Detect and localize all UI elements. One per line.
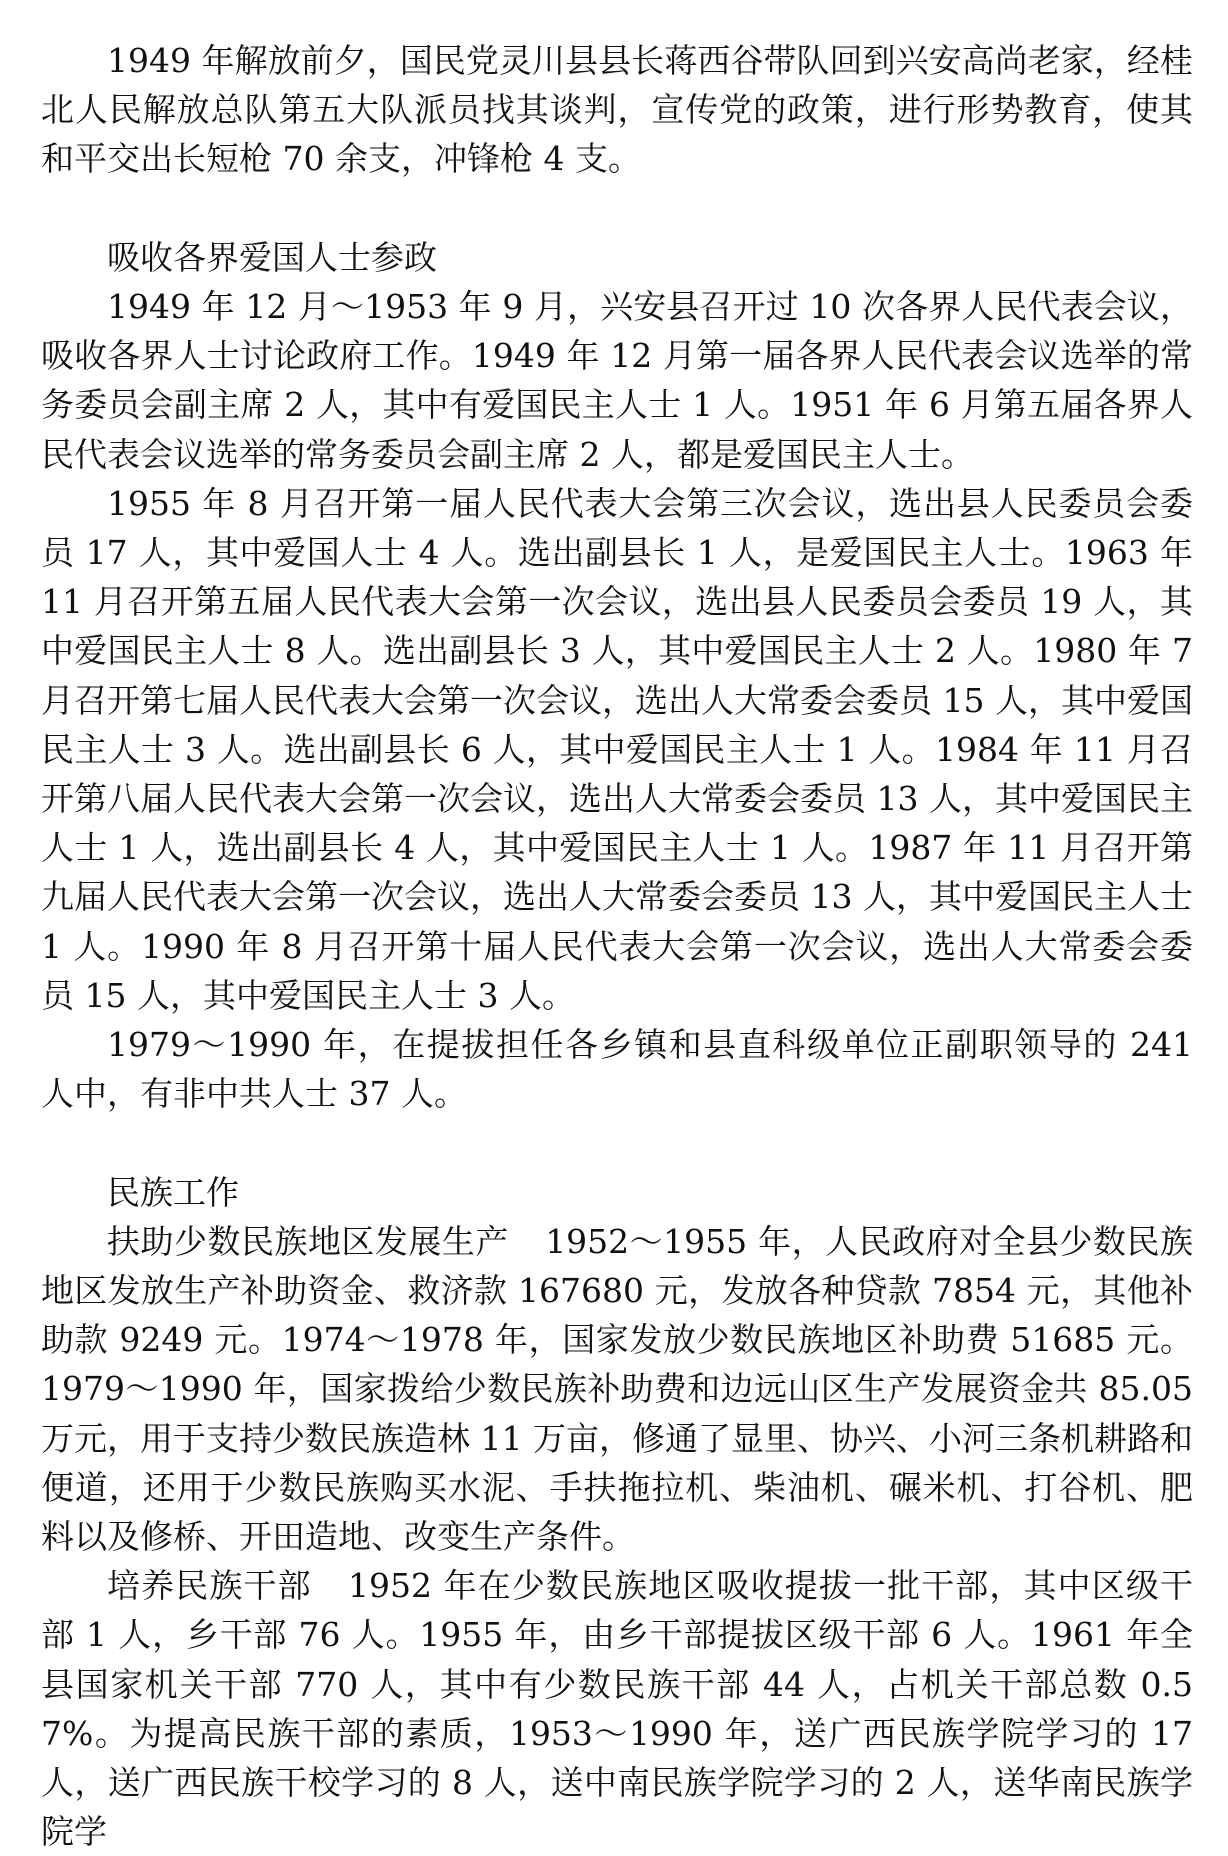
- paragraph-cadre-training: [41, 1561, 1193, 1856]
- section-heading-ethnic-work: 民族工作: [107, 1172, 239, 1212]
- paragraph-production-support: [41, 1217, 1193, 1561]
- paragraph-body-cadre-training: 1952 年在少数民族地区吸收提拔一批干部，其中区级干部 1 人，乡干部 76 人。1955 年，由乡干部提拔区级干部 6 人。1961 年全县国家机关干部 770 人，其中有少数民族干部 44 人，占机关干部总数 0.57%。为提高民族干部的素质，1953～1990 年，送广西民族学院学习的 17 人，送广西民族干校学习的 8 人，送中南民族学院学习的 2 人，送华南民族学院学: [41, 1566, 1194, 1852]
- paragraph-intro: 1949 年解放前夕，国民党灵川县县长蒋西谷带队回到兴安高尚老家，经桂北人民解放总队第五大队派员找其谈判，宣传党的政策，进行形势教育，使其和平交出长短枪 70 余支，冲锋枪 4 支。: [41, 41, 1193, 179]
- paragraph-lead-production-support: 扶助少数民族地区发展生产: [107, 1221, 509, 1261]
- section-gap: [41, 184, 1193, 233]
- paragraph-people-congress-1949: 1949 年 12 月～1953 年 9 月，兴安县召开过 10 次各界人民代表会议，吸收各界人士讨论政府工作。1949 年 12 月第一届各界人民代表会议选举的常务委员会副主席 2 人，其中有爱国民主人士 1 人。1951 年 6 月第五届各界人民代表会议选举的常务委员会副主席 2 人，都是爱国民主人士。: [41, 287, 1193, 474]
- paragraph-people-congress-1955: 1955 年 8 月召开第一届人民代表大会第三次会议，选出县人民委员会委员 17 人，其中爱国人士 4 人。选出副县长 1 人，是爱国民主人士。1963 年 11 月召开第五届人民代表大会第一次会议，选出县人民委员会委员 19 人，其中爱国民主人士 8 人。选出副县长 3 人，其中爱国民主人士 2 人。1980 年 7 月召开第七届人民代表大会第一次会议，选出人大常委会委员 15 人，其中爱国民主人士 3 人。选出副县长 6 人，其中爱国民主人士 1 人。1984 年 11 月召开第八届人民代表大会第一次会议，选出人大常委会委员 13 人，其中爱国民主人士 1 人，选出副县长 4 人，其中爱国民主人士 1 人。1987 年 11 月召开第九届人民代表大会第一次会议，选出人大常委会委员 13 人，其中爱国民主人士 1 人。1990 年 8 月召开第十届人民代表大会第一次会议，选出人大常委会委员 15 人，其中爱国民主人士 3 人。: [41, 483, 1193, 1015]
- paragraph-promotion-1979: 1979～1990 年，在提拔担任各乡镇和县直科级单位正副职领导的 241 人中，有非中共人士 37 人。: [41, 1025, 1193, 1114]
- section-heading-patriotic-participation: 吸收各界爱国人士参政: [107, 237, 437, 277]
- section-gap: [41, 1118, 1193, 1167]
- paragraph-lead-cadre-training: 培养民族干部: [107, 1566, 312, 1606]
- document-page: [41, 36, 1193, 1856]
- paragraph-body-production-support: 1952～1955 年，人民政府对全县少数民族地区发放生产补助资金、救济款 167680 元，发放各种贷款 7854 元，其他补助款 9249 元。1974～1978 年，国家发放少数民族地区补助费 51685 元。1979～1990 年，国家拨给少数民族补助费和边远山区生产发展资金共 85.05 万元，用于支持少数民族造林 11 万亩，修通了显里、协兴、小河三条机耕路和便道，还用于少数民族购买水泥、手扶拖拉机、柴油机、碾米机、打谷机、肥料以及修桥、开田造地、改变生产条件。: [41, 1221, 1193, 1557]
